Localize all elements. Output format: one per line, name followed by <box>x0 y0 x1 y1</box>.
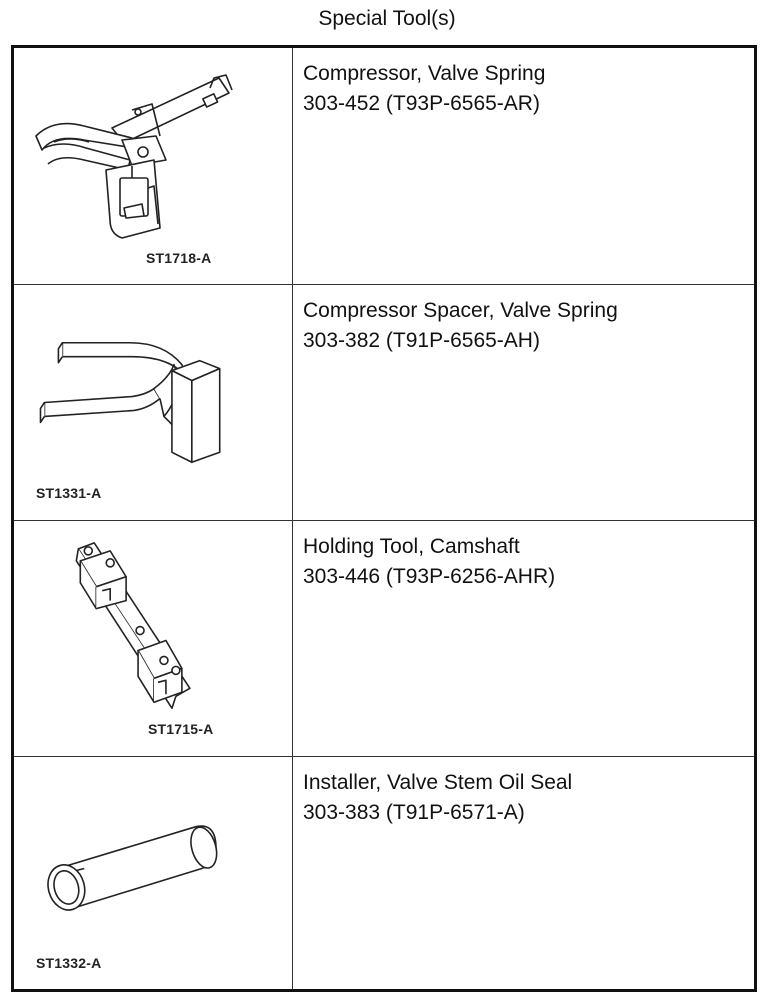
tool-description <box>303 296 743 356</box>
valve-spring-compressor-icon <box>14 48 292 284</box>
tool-part-number: 303-452 (T93P-6565-AR) <box>303 92 540 115</box>
tool-description <box>303 532 743 592</box>
tool-part-number: 303-446 (T93P-6256-AHR) <box>303 565 556 588</box>
tool-figure-cell <box>14 757 293 989</box>
tool-name: Compressor, Valve Spring <box>303 62 546 85</box>
table-row <box>14 284 754 520</box>
table-row <box>14 756 754 989</box>
tool-description <box>303 59 743 119</box>
tool-name: Holding Tool, Camshaft <box>303 535 520 558</box>
figure-label: ST1715-A <box>148 721 214 737</box>
special-tools-table <box>11 45 757 992</box>
tool-figure-cell <box>14 285 293 520</box>
table-row <box>14 48 754 284</box>
page-title: Special Tool(s) <box>318 7 456 30</box>
table-row <box>14 520 754 756</box>
tool-name: Compressor Spacer, Valve Spring <box>303 299 618 322</box>
tool-name: Installer, Valve Stem Oil Seal <box>303 771 573 794</box>
tool-figure-cell <box>14 521 293 756</box>
figure-label: ST1332-A <box>36 955 102 971</box>
figure-label: ST1331-A <box>36 485 102 501</box>
figure-label: ST1718-A <box>146 250 212 266</box>
tool-part-number: 303-382 (T91P-6565-AH) <box>303 329 540 352</box>
tool-part-number: 303-383 (T91P-6571-A) <box>303 801 525 824</box>
tool-figure-cell <box>14 48 293 284</box>
tool-description <box>303 768 743 828</box>
